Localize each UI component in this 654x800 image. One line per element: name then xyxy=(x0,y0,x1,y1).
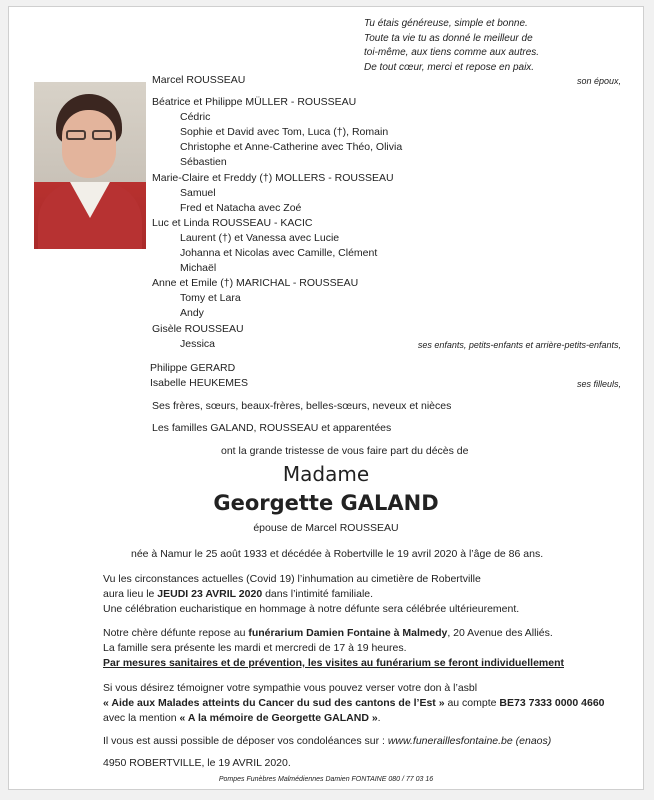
funeral-date: JEUDI 23 AVRIL 2020 xyxy=(157,588,263,600)
family-descendant: Christophe et Anne-Catherine avec Théo, Olivia xyxy=(180,141,403,154)
children-role: ses enfants, petits-enfants et arrière-petits-enfants, xyxy=(417,340,621,350)
obituary-sheet xyxy=(8,6,644,790)
donation-text: au compte xyxy=(444,697,500,709)
donation-text: avec la mention xyxy=(103,712,180,724)
funeral-text: aura lieu le xyxy=(103,588,158,600)
funeral-date-line xyxy=(103,587,373,602)
condolences-text: Il vous est aussi possible de déposer vos condoléances sur : xyxy=(103,735,388,747)
deceased-name: Georgette GALAND xyxy=(213,491,439,515)
birth-death-line: née à Namur le 25 août 1933 et décédée à Robertville le 19 avril 2020 à l’âge de 86 ans. xyxy=(131,548,544,560)
donation-line: Si vous désirez témoigner votre sympathie vous pouvez verser votre don à l’asbl xyxy=(103,682,478,694)
family-couple: Béatrice et Philippe MÜLLER - ROUSSEAU xyxy=(152,96,357,108)
family-couple: Marie-Claire et Freddy (†) MOLLERS - ROUSSEAU xyxy=(152,171,394,184)
funerarium-name: funérarium Damien Fontaine à Malmedy xyxy=(248,627,448,639)
family-descendant: Samuel xyxy=(180,186,216,199)
family-descendant: Michaël xyxy=(180,262,217,275)
association-name: « Aide aux Malades atteints du Cancer du sud des cantons de l’Est » xyxy=(103,697,445,709)
godchild-name: Isabelle HEUKEMES xyxy=(150,377,249,389)
family-descendant: Andy xyxy=(180,307,204,320)
donation-mention-line xyxy=(103,711,381,726)
husband-role: son époux, xyxy=(576,76,621,86)
celebration-line: Une célébration eucharistique en hommage à notre défunte sera célébrée ultérieurement. xyxy=(103,603,520,615)
family-couple: Anne et Emile (†) MARICHAL - ROUSSEAU xyxy=(152,277,359,290)
donation-association-line xyxy=(103,696,605,711)
announcement-line: ont la grande tristesse de vous faire part du décès de xyxy=(221,445,469,457)
family-descendant: Sébastien xyxy=(180,156,227,169)
family-couple: Luc et Linda ROUSSEAU - KACIC xyxy=(152,216,313,229)
poem-line: Tu étais généreuse, simple et bonne. xyxy=(364,18,528,29)
donation-text: . xyxy=(377,712,381,724)
condolences-line xyxy=(103,734,551,749)
godchildren-role: ses filleuls, xyxy=(576,379,621,389)
family-descendant: Tomy et Lara xyxy=(180,292,241,305)
husband-name: Marcel ROUSSEAU xyxy=(152,74,246,86)
siblings-line: Ses frères, sœurs, beaux-frères, belles-sœurs, neveux et nièces xyxy=(152,400,452,412)
rest-text: , 20 Avenue des Alliés. xyxy=(447,627,553,639)
spouse-line: épouse de Marcel ROUSSEAU xyxy=(253,522,399,534)
portrait-photo xyxy=(34,82,146,249)
families-line: Les familles GALAND, ROUSSEAU et apparentées xyxy=(152,422,392,434)
family-couple: Gisèle ROUSSEAU xyxy=(152,322,244,335)
funeral-home-footer: Pompes Funèbres Malmédiennes Damien FONTAINE 080 / 77 03 16 xyxy=(218,776,434,783)
poem-line: toi-même, aux tiens comme aux autres. xyxy=(364,47,540,58)
title-madame: Madame xyxy=(282,462,370,486)
condolences-website-link[interactable]: www.funeraillesfontaine.be (enaos) xyxy=(387,735,552,747)
family-descendant: Sophie et David avec Tom, Luca (†), Romain xyxy=(180,126,389,139)
family-descendant: Johanna et Nicolas avec Camille, Clément xyxy=(180,247,378,259)
funeral-line: Vu les circonstances actuelles (Covid 19) l’inhumation au cimetière de Robertville xyxy=(103,573,481,585)
family-presence-line: La famille sera présente les mardi et mercredi de 17 à 19 heures. xyxy=(103,642,407,654)
bank-account: BE73 7333 0000 4660 xyxy=(499,697,605,709)
poem-line: Toute ta vie tu as donné le meilleur de xyxy=(364,32,533,44)
rest-text: Notre chère défunte repose au xyxy=(103,627,249,639)
godchild-name: Philippe GERARD xyxy=(150,362,236,374)
family-descendant: Laurent (†) et Vanessa avec Lucie xyxy=(180,231,340,244)
poem xyxy=(364,17,539,75)
funeral-text: dans l’intimité familiale. xyxy=(262,588,374,600)
rest-line xyxy=(103,626,553,641)
donation-mention: « A la mémoire de Georgette GALAND » xyxy=(179,712,378,724)
family-descendant: Fred et Natacha avec Zoé xyxy=(180,201,302,214)
place-date: 4950 ROBERTVILLE, le 19 AVRIL 2020. xyxy=(103,757,291,769)
sanitary-notice: Par mesures sanitaires et de prévention, les visites au funérarium se feront individuellement xyxy=(103,657,564,669)
poem-line: De tout cœur, merci et repose en paix. xyxy=(364,61,535,73)
family-descendant: Jessica xyxy=(180,337,216,350)
family-descendant: Cédric xyxy=(180,111,211,124)
